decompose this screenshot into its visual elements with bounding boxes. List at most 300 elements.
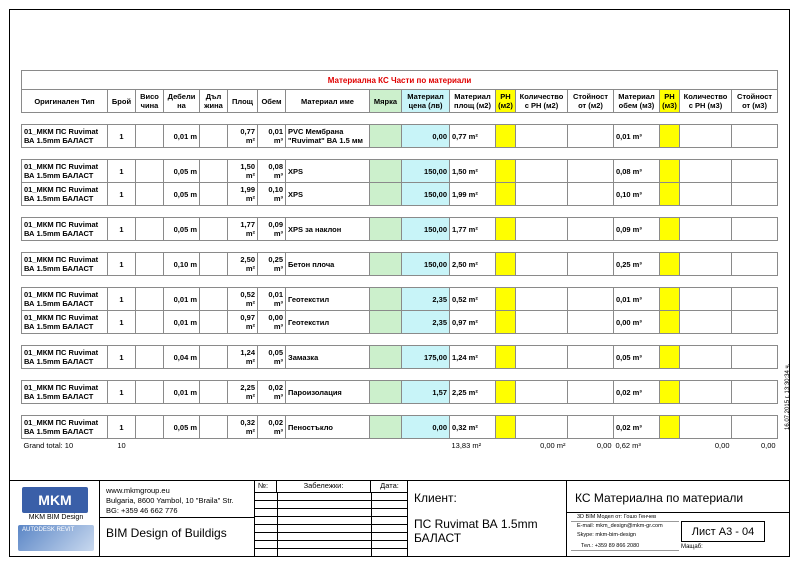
cell-length: [200, 381, 228, 404]
total-count: 10: [117, 440, 126, 450]
cell-area: 2,25 m²: [228, 381, 258, 404]
column-header: Обем: [258, 90, 286, 113]
cell-count: 1: [108, 160, 136, 183]
cell-length: [200, 346, 228, 369]
cell-volume: 0,09 m³: [258, 218, 286, 241]
cell-type: 01_МКМ ПС Ruvimat ВА 1.5mm БАЛАСТ: [22, 288, 108, 311]
spacer-cell: [568, 206, 614, 218]
spacer-cell: [164, 148, 200, 160]
cell-qty-m3: [680, 288, 732, 311]
table-row: [22, 183, 778, 206]
total-empty: [496, 439, 516, 452]
cell-material: XPS: [286, 160, 370, 183]
spacer-cell: [22, 276, 108, 288]
spacer-cell: [258, 241, 286, 253]
cell-thickness: 0,10 m: [164, 253, 200, 276]
cell-height: [136, 416, 164, 439]
cell-material-area: 0,32 m²: [450, 416, 496, 439]
total-material-area: 13,83 m²: [451, 440, 482, 450]
sheet-title: КС Материална по материали: [567, 481, 789, 513]
cell-type: 01_МКМ ПС Ruvimat ВА 1.5mm БАЛАСТ: [22, 253, 108, 276]
spacer-cell: [286, 148, 370, 160]
spacer-cell: [370, 206, 402, 218]
total-cost-m2: 0,00: [596, 440, 612, 450]
cell-count: 1: [108, 218, 136, 241]
cell-material-volume: 0,02 m³: [614, 416, 660, 439]
total-qty-m2: 0,00 m²: [540, 440, 566, 450]
cell-rn-m3: [660, 311, 680, 334]
spacer-cell: [568, 404, 614, 416]
company-slogan: BIM Design of Buildigs: [100, 517, 254, 557]
spacer-cell: [732, 404, 778, 416]
cell-volume: 0,02 m³: [258, 381, 286, 404]
spacer-cell: [516, 334, 568, 346]
spacer-cell: [496, 148, 516, 160]
cell-qty-m3: [680, 416, 732, 439]
column-header: РН (м3): [660, 90, 680, 113]
cell-material-area: 0,97 m²: [450, 311, 496, 334]
spacer-cell: [496, 334, 516, 346]
cell-height: [136, 218, 164, 241]
spacer-cell: [732, 148, 778, 160]
cell-material-area: 0,77 m²: [450, 125, 496, 148]
cell-area: 0,32 m²: [228, 416, 258, 439]
notes-date-header: Дата:: [371, 481, 408, 493]
cell-area: 0,52 m²: [228, 288, 258, 311]
cell-cost-m2: [568, 346, 614, 369]
cell-cost-m3: [732, 253, 778, 276]
cell-type: 01_МКМ ПС Ruvimat ВА 1.5mm БАЛАСТ: [22, 160, 108, 183]
column-header: Стойност от (м3): [732, 90, 778, 113]
spacer-cell: [200, 334, 228, 346]
cell-thickness: 0,01 m: [164, 288, 200, 311]
cell-length: [200, 288, 228, 311]
spacer-cell: [402, 334, 450, 346]
table-row: [22, 253, 778, 276]
total-empty: [402, 439, 450, 452]
cell-unit: [370, 183, 402, 206]
cell-thickness: 0,01 m: [164, 311, 200, 334]
cell-material-volume: 0,08 m³: [614, 160, 660, 183]
cell-cost-m3: [732, 160, 778, 183]
cell-thickness: 0,01 m: [164, 125, 200, 148]
spacer-cell: [614, 334, 660, 346]
cell-volume: 0,10 m³: [258, 183, 286, 206]
spacer-cell: [136, 276, 164, 288]
spacer-cell: [258, 404, 286, 416]
spacer-cell: [402, 276, 450, 288]
spacer-cell: [732, 334, 778, 346]
total-material-volume: 0,62 m³: [615, 440, 641, 450]
cell-count: 1: [108, 346, 136, 369]
spacer-cell: [22, 241, 108, 253]
spacer-cell: [402, 113, 450, 125]
cell-length: [200, 253, 228, 276]
company-logo: MKM: [22, 487, 88, 513]
cell-qty-m2: [516, 346, 568, 369]
cell-rn-m3: [660, 218, 680, 241]
spacer-cell: [136, 404, 164, 416]
spacer-cell: [660, 113, 680, 125]
cell-height: [136, 160, 164, 183]
cell-unit: [370, 160, 402, 183]
cell-area: 2,50 m²: [228, 253, 258, 276]
spacer-cell: [496, 404, 516, 416]
spacer-cell: [516, 276, 568, 288]
spacer-cell: [370, 369, 402, 381]
spacer-cell: [732, 206, 778, 218]
spacer-cell: [450, 334, 496, 346]
cell-length: [200, 160, 228, 183]
cell-cost-m3: [732, 183, 778, 206]
cell-volume: 0,25 m³: [258, 253, 286, 276]
table-row: [22, 160, 778, 183]
cell-count: 1: [108, 288, 136, 311]
cell-area: 1,77 m²: [228, 218, 258, 241]
spacer-cell: [22, 113, 108, 125]
cell-unit: [370, 346, 402, 369]
notes-block: [254, 480, 408, 557]
spacer-cell: [200, 404, 228, 416]
cell-price: 1,57: [402, 381, 450, 404]
cell-unit: [370, 381, 402, 404]
cell-height: [136, 346, 164, 369]
spacer-cell: [200, 206, 228, 218]
spacer-cell: [614, 206, 660, 218]
cell-qty-m2: [516, 160, 568, 183]
cell-material: Пеностъкло: [286, 416, 370, 439]
cell-material-volume: 0,01 m³: [614, 288, 660, 311]
spacer-cell: [680, 334, 732, 346]
spacer-cell: [516, 113, 568, 125]
cell-thickness: 0,01 m: [164, 381, 200, 404]
cell-area: 0,77 m²: [228, 125, 258, 148]
spacer-cell: [614, 241, 660, 253]
spacer-cell: [660, 148, 680, 160]
cell-cost-m3: [732, 288, 778, 311]
cell-cost-m2: [568, 160, 614, 183]
spacer-cell: [108, 206, 136, 218]
spacer-cell: [614, 404, 660, 416]
spacer-cell: [286, 241, 370, 253]
cell-material: PVC Мембрана "Ruvimat" ВА 1.5 мм: [286, 125, 370, 148]
spacer-cell: [450, 276, 496, 288]
column-header: Дебели на: [164, 90, 200, 113]
cell-cost-m2: [568, 416, 614, 439]
spacer-cell: [286, 334, 370, 346]
cell-type: 01_МКМ ПС Ruvimat ВА 1.5mm БАЛАСТ: [22, 311, 108, 334]
cell-area: 0,97 m²: [228, 311, 258, 334]
column-header: Брой: [108, 90, 136, 113]
spacer-cell: [732, 276, 778, 288]
scale-label: Мащаб:: [681, 544, 703, 550]
table-row: [22, 288, 778, 311]
spacer-cell: [258, 369, 286, 381]
cell-rn-m3: [660, 346, 680, 369]
spacer-cell: [228, 369, 258, 381]
table-row: [22, 381, 778, 404]
spacer-cell: [228, 241, 258, 253]
cell-unit: [370, 125, 402, 148]
cell-unit: [370, 416, 402, 439]
cell-type: 01_МКМ ПС Ruvimat ВА 1.5mm БАЛАСТ: [22, 381, 108, 404]
cell-qty-m3: [680, 346, 732, 369]
email-text: E-mail: mkm_design@mkm-gr.com: [577, 523, 663, 529]
cell-unit: [370, 311, 402, 334]
cell-qty-m2: [516, 218, 568, 241]
info-lines: [571, 521, 679, 551]
spacer-cell: [568, 334, 614, 346]
spacer-cell: [450, 113, 496, 125]
spacer-cell: [568, 148, 614, 160]
cell-cost-m2: [568, 183, 614, 206]
grand-total-row: [22, 439, 778, 452]
total-label: Grand total: 10: [23, 440, 74, 450]
spacer-cell: [286, 404, 370, 416]
cell-length: [200, 183, 228, 206]
cell-material: XPS: [286, 183, 370, 206]
column-header: Стойност от (м2): [568, 90, 614, 113]
spacer-cell: [496, 276, 516, 288]
cell-material: Пароизолация: [286, 381, 370, 404]
total-qty-m3: 0,00: [714, 440, 730, 450]
column-header: Площ: [228, 90, 258, 113]
spacer-cell: [660, 241, 680, 253]
notes-header: Забележки:: [277, 481, 371, 493]
cell-rn-m3: [660, 381, 680, 404]
total-empty: [258, 439, 286, 452]
cell-material-area: 1,24 m²: [450, 346, 496, 369]
spacer-cell: [732, 241, 778, 253]
cell-cost-m2: [568, 218, 614, 241]
spacer-cell: [496, 206, 516, 218]
cell-cost-m3: [732, 346, 778, 369]
spacer-cell: [286, 369, 370, 381]
cell-price: 2,35: [402, 288, 450, 311]
cell-type: 01_МКМ ПС Ruvimat ВА 1.5mm БАЛАСТ: [22, 218, 108, 241]
spacer-cell: [516, 369, 568, 381]
spacer-cell: [614, 369, 660, 381]
spacer-cell: [108, 241, 136, 253]
total-empty: [136, 439, 164, 452]
total-empty: [200, 439, 228, 452]
cell-height: [136, 253, 164, 276]
cell-rn-m2: [496, 381, 516, 404]
cell-material: XPS за наклон: [286, 218, 370, 241]
cell-material-area: 2,25 m²: [450, 381, 496, 404]
cell-qty-m2: [516, 416, 568, 439]
cell-rn-m2: [496, 346, 516, 369]
cell-rn-m3: [660, 288, 680, 311]
spacer-cell: [496, 113, 516, 125]
total-empty: [286, 439, 370, 452]
spacer-cell: [258, 334, 286, 346]
cell-material-area: 2,50 m²: [450, 253, 496, 276]
total-empty: [164, 439, 200, 452]
spacer-cell: [136, 206, 164, 218]
column-header: Материал цена (лв): [402, 90, 450, 113]
spacer-cell: [136, 334, 164, 346]
spacer-cell: [228, 113, 258, 125]
cell-rn-m3: [660, 416, 680, 439]
spacer-cell: [164, 241, 200, 253]
spacer-cell: [450, 404, 496, 416]
cell-cost-m3: [732, 218, 778, 241]
cell-cost-m2: [568, 253, 614, 276]
cell-type: 01_МКМ ПС Ruvimat ВА 1.5mm БАЛАСТ: [22, 183, 108, 206]
spacer-cell: [660, 276, 680, 288]
phone-small-text: Тел.: +359 89 866 2080: [581, 543, 640, 549]
address-text: Bulgaria, 8600 Yambol, 10 "Braila" Str.: [106, 496, 234, 505]
spacer-cell: [108, 148, 136, 160]
table-row: [22, 311, 778, 334]
cell-type: 01_МКМ ПС Ruvimat ВА 1.5mm БАЛАСТ: [22, 125, 108, 148]
column-header: Количество с РН (м2): [516, 90, 568, 113]
materials-schedule-table: [21, 70, 778, 451]
cell-material-volume: 0,01 m³: [614, 125, 660, 148]
total-empty: [660, 439, 680, 452]
cell-cost-m2: [568, 125, 614, 148]
spacer-cell: [108, 276, 136, 288]
spacer-cell: [680, 241, 732, 253]
skype-text: Skype: mkm-bim-design: [577, 532, 636, 538]
cell-type: 01_МКМ ПС Ruvimat ВА 1.5mm БАЛАСТ: [22, 416, 108, 439]
spacer-cell: [614, 148, 660, 160]
client-block: [407, 480, 567, 557]
cell-rn-m2: [496, 311, 516, 334]
spacer-cell: [450, 369, 496, 381]
spacer-cell: [286, 206, 370, 218]
spacer-cell: [402, 404, 450, 416]
spacer-cell: [258, 206, 286, 218]
spacer-cell: [258, 276, 286, 288]
cell-rn-m2: [496, 160, 516, 183]
spacer-cell: [136, 148, 164, 160]
table-row: [22, 218, 778, 241]
spacer-cell: [568, 276, 614, 288]
spacer-cell: [496, 369, 516, 381]
cell-area: 1,99 m²: [228, 183, 258, 206]
spacer-cell: [228, 404, 258, 416]
cell-height: [136, 288, 164, 311]
cell-price: 0,00: [402, 416, 450, 439]
print-timestamp: 16.07.2015 г. 13:30:34 ч.: [785, 363, 791, 430]
spacer-cell: [22, 404, 108, 416]
client-value: ПС Ruvimat ВА 1.5mm БАЛАСТ: [414, 517, 538, 545]
column-header: Оригинален Тип: [22, 90, 108, 113]
cell-cost-m3: [732, 125, 778, 148]
spacer-cell: [370, 276, 402, 288]
table-row: [22, 125, 778, 148]
spacer-cell: [370, 113, 402, 125]
cell-unit: [370, 253, 402, 276]
cell-volume: 0,08 m³: [258, 160, 286, 183]
cell-qty-m2: [516, 125, 568, 148]
cell-material-area: 1,99 m²: [450, 183, 496, 206]
cell-material-area: 1,77 m²: [450, 218, 496, 241]
cell-count: 1: [108, 381, 136, 404]
cell-unit: [370, 218, 402, 241]
cell-price: 150,00: [402, 160, 450, 183]
cell-volume: 0,01 m³: [258, 288, 286, 311]
total-cost-m3: 0,00: [761, 440, 776, 450]
cell-count: 1: [108, 416, 136, 439]
spacer-cell: [136, 369, 164, 381]
cell-price: 150,00: [402, 253, 450, 276]
column-header: Материал обем (м3): [614, 90, 660, 113]
cell-material-volume: 0,05 m³: [614, 346, 660, 369]
cell-count: 1: [108, 253, 136, 276]
cell-volume: 0,00 m³: [258, 311, 286, 334]
spacer-cell: [136, 113, 164, 125]
spacer-cell: [164, 369, 200, 381]
spacer-cell: [370, 404, 402, 416]
cell-length: [200, 125, 228, 148]
spacer-cell: [200, 148, 228, 160]
spacer-cell: [660, 404, 680, 416]
spacer-cell: [164, 334, 200, 346]
column-header: Мярка: [370, 90, 402, 113]
spacer-cell: [228, 148, 258, 160]
spacer-cell: [402, 369, 450, 381]
spacer-cell: [568, 369, 614, 381]
cell-thickness: 0,04 m: [164, 346, 200, 369]
spacer-cell: [164, 206, 200, 218]
cell-rn-m2: [496, 416, 516, 439]
cell-material-volume: 0,09 m³: [614, 218, 660, 241]
cell-rn-m3: [660, 125, 680, 148]
cell-qty-m2: [516, 183, 568, 206]
spacer-cell: [136, 241, 164, 253]
spacer-cell: [516, 241, 568, 253]
sheet-info-block: [566, 480, 790, 557]
cell-rn-m3: [660, 253, 680, 276]
cell-rn-m2: [496, 183, 516, 206]
cell-area: 1,50 m²: [228, 160, 258, 183]
cell-qty-m3: [680, 253, 732, 276]
cell-qty-m3: [680, 381, 732, 404]
spacer-cell: [370, 241, 402, 253]
spacer-cell: [516, 404, 568, 416]
cell-height: [136, 125, 164, 148]
table-row: [22, 346, 778, 369]
column-header: Материал площ (м2): [450, 90, 496, 113]
spacer-cell: [680, 276, 732, 288]
cell-cost-m3: [732, 416, 778, 439]
cell-material: Бетон плоча: [286, 253, 370, 276]
cell-rn-m3: [660, 160, 680, 183]
spacer-cell: [402, 148, 450, 160]
spacer-cell: [680, 404, 732, 416]
cell-material-volume: 0,00 m³: [614, 311, 660, 334]
cell-height: [136, 311, 164, 334]
spacer-cell: [660, 369, 680, 381]
cell-height: [136, 381, 164, 404]
spacer-cell: [258, 113, 286, 125]
logo-block: [9, 480, 100, 557]
spacer-cell: [516, 148, 568, 160]
spacer-cell: [660, 206, 680, 218]
cell-rn-m2: [496, 288, 516, 311]
total-empty: [228, 439, 258, 452]
spacer-cell: [200, 276, 228, 288]
cell-thickness: 0,05 m: [164, 160, 200, 183]
cell-rn-m2: [496, 218, 516, 241]
spacer-cell: [22, 148, 108, 160]
spacer-cell: [108, 113, 136, 125]
spacer-cell: [22, 334, 108, 346]
spacer-cell: [680, 206, 732, 218]
